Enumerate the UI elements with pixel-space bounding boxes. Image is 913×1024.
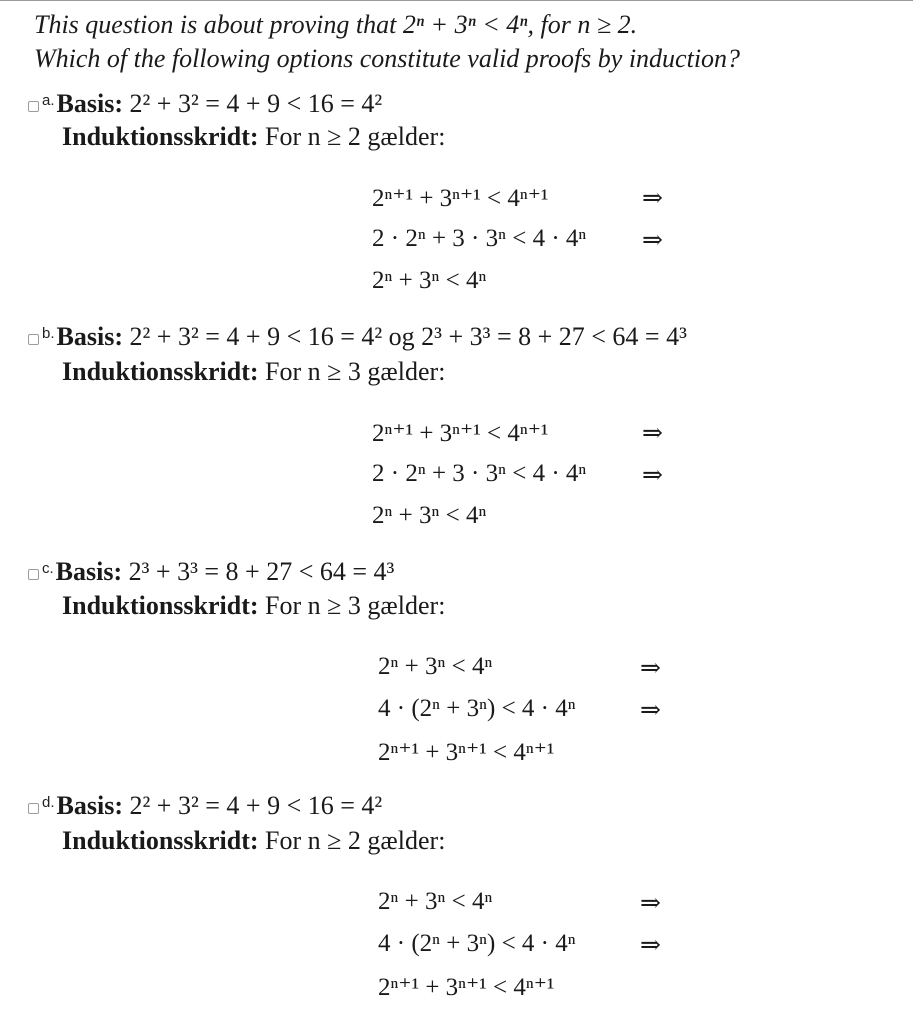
option-a-eq-2: 2 · 2ⁿ + 3 · 3ⁿ < 4 · 4ⁿ [372, 225, 587, 252]
option-a-eq-3: 2ⁿ + 3ⁿ < 4ⁿ [372, 267, 487, 294]
option-c-basis-text: 2³ + 3³ = 8 + 27 < 64 = 4³ [128, 557, 395, 586]
option-d-step-title: Induktionsskridt: [62, 826, 259, 855]
option-d-basis-text: 2² + 3² = 4 + 9 < 16 = 4² [129, 791, 383, 820]
question-line-1: This question is about proving that 2ⁿ + 3ⁿ < 4ⁿ, for n ≥ 2. [34, 10, 638, 39]
option-d-checkbox[interactable] [28, 803, 39, 814]
option-a-label: a. [42, 92, 55, 109]
implies-arrow: ⇒ [640, 655, 661, 682]
option-b-basis-text: 2² + 3² = 4 + 9 < 16 = 4² og 2³ + 3³ = 8 + 27 < 64 = 4³ [129, 322, 687, 351]
option-d-step-text: For n ≥ 2 gælder: [265, 826, 446, 855]
option-d-eq-2: 4 · (2ⁿ + 3ⁿ) < 4 · 4ⁿ [378, 930, 576, 957]
option-b [28, 322, 687, 352]
option-b-checkbox[interactable] [28, 334, 39, 345]
option-c [28, 557, 394, 587]
option-b-label: b. [42, 325, 55, 342]
implies-arrow: ⇒ [640, 697, 661, 724]
option-c-eq-2: 4 · (2ⁿ + 3ⁿ) < 4 · 4ⁿ [378, 695, 576, 722]
option-a-step [62, 122, 445, 152]
option-d-step [62, 826, 445, 856]
option-c-step-text: For n ≥ 3 gælder: [265, 591, 446, 620]
top-divider [0, 0, 913, 1]
option-a-basis-text: 2² + 3² = 4 + 9 < 16 = 4² [129, 89, 383, 118]
option-b-eq-3: 2ⁿ + 3ⁿ < 4ⁿ [372, 502, 487, 529]
implies-arrow: ⇒ [642, 462, 663, 489]
implies-arrow: ⇒ [640, 890, 661, 917]
option-c-step-title: Induktionsskridt: [62, 591, 259, 620]
option-c-step [62, 591, 445, 621]
implies-arrow: ⇒ [642, 185, 663, 212]
implies-arrow: ⇒ [642, 420, 663, 447]
option-a-checkbox[interactable] [28, 101, 39, 112]
option-a [28, 89, 382, 119]
option-b-eq-1: 2ⁿ⁺¹ + 3ⁿ⁺¹ < 4ⁿ⁺¹ [372, 420, 549, 447]
option-d-eq-3: 2ⁿ⁺¹ + 3ⁿ⁺¹ < 4ⁿ⁺¹ [378, 974, 555, 1001]
question-line-2: Which of the following options constitute valid proofs by induction? [34, 44, 741, 73]
option-d [28, 791, 382, 821]
option-a-basis-title: Basis: [56, 89, 123, 118]
option-c-eq-3: 2ⁿ⁺¹ + 3ⁿ⁺¹ < 4ⁿ⁺¹ [378, 739, 555, 766]
option-a-eq-1: 2ⁿ⁺¹ + 3ⁿ⁺¹ < 4ⁿ⁺¹ [372, 185, 549, 212]
option-b-step-text: For n ≥ 3 gælder: [265, 357, 446, 386]
option-c-checkbox[interactable] [28, 569, 39, 580]
option-c-basis-title: Basis: [55, 557, 123, 586]
option-c-label: c. [42, 560, 54, 577]
option-a-step-title: Induktionsskridt: [62, 122, 259, 151]
option-b-basis-title: Basis: [56, 322, 123, 351]
implies-arrow: ⇒ [640, 932, 661, 959]
option-b-eq-2: 2 · 2ⁿ + 3 · 3ⁿ < 4 · 4ⁿ [372, 460, 587, 487]
implies-arrow: ⇒ [642, 227, 663, 254]
option-b-step [62, 357, 445, 387]
option-d-label: d. [42, 794, 55, 811]
option-a-step-text: For n ≥ 2 gælder: [265, 122, 446, 151]
option-d-basis-title: Basis: [56, 791, 123, 820]
option-b-step-title: Induktionsskridt: [62, 357, 259, 386]
option-c-eq-1: 2ⁿ + 3ⁿ < 4ⁿ [378, 653, 493, 680]
option-d-eq-1: 2ⁿ + 3ⁿ < 4ⁿ [378, 888, 493, 915]
